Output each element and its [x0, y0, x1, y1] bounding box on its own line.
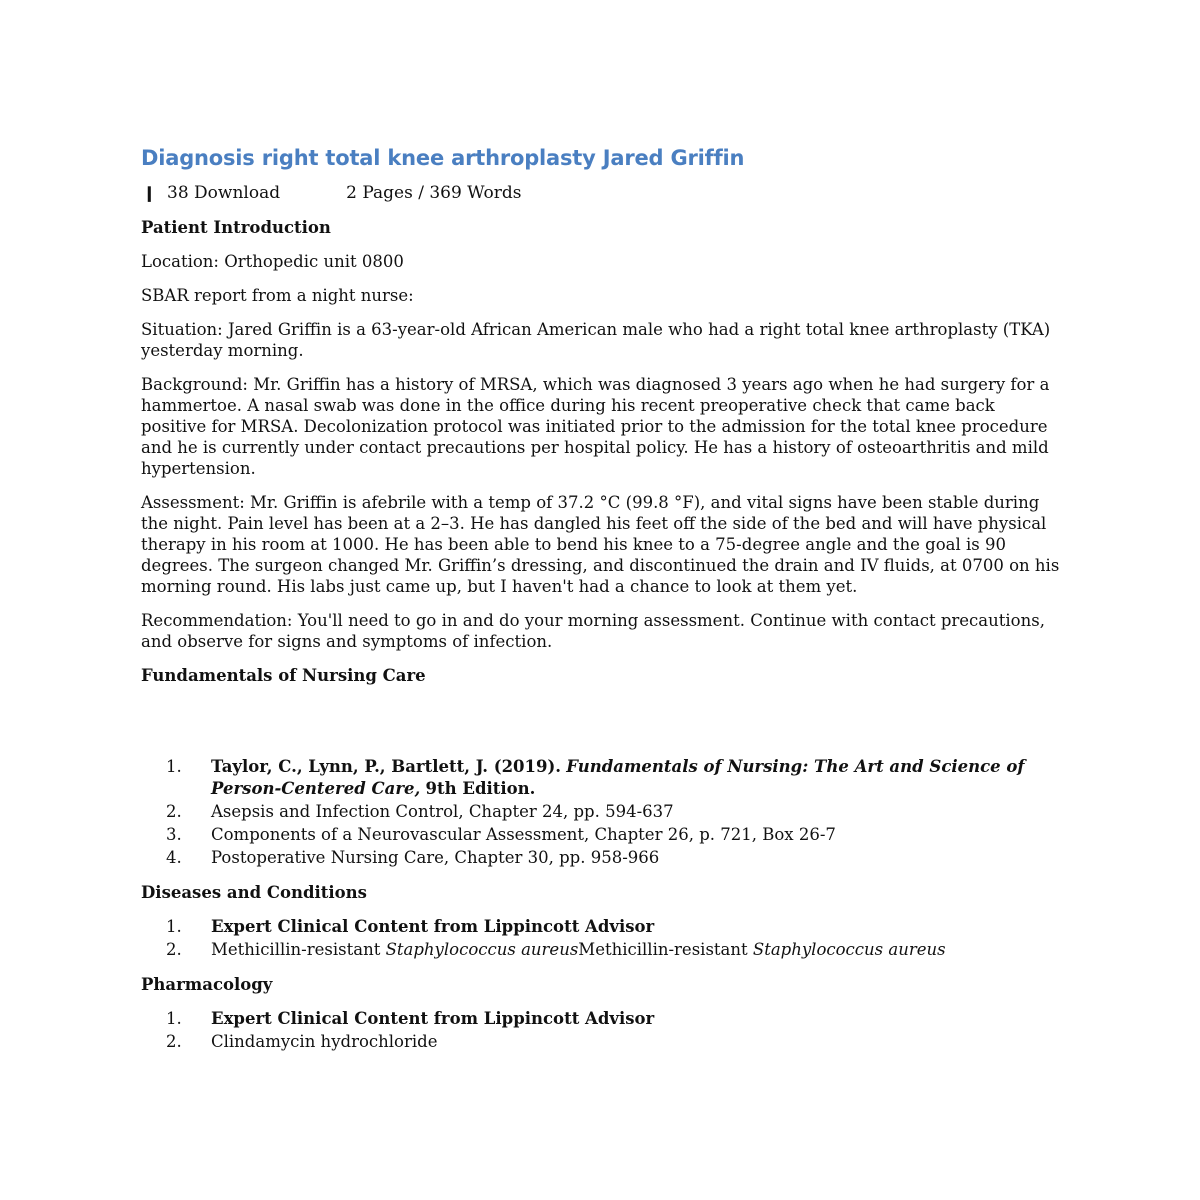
- document-title: Diagnosis right total knee arthroplasty Jared Griffin: [141, 146, 745, 170]
- list-item: [141, 801, 1061, 823]
- list-item-text: Postoperative Nursing Care, Chapter 30, pp. 958-966: [211, 848, 660, 867]
- section-heading-patient-introduction: Patient Introduction: [141, 218, 331, 237]
- list-number: 3.: [166, 825, 182, 844]
- list-item-text: Asepsis and Infection Control, Chapter 24, pp. 594-637: [211, 802, 674, 821]
- list-item-text: Expert Clinical Content from Lippincott Advisor: [211, 1009, 655, 1028]
- organism-name: Staphylococcus aureus: [385, 940, 579, 959]
- document-content: [141, 146, 1061, 1066]
- fundamentals-list: [141, 756, 1061, 869]
- list-item: [141, 939, 1061, 961]
- reference-book-title: Fundamentals of Nursing: The Art and Science of Person-Centered Care,: [211, 757, 1025, 798]
- section-heading-pharmacology: Pharmacology: [141, 975, 273, 994]
- location-text: Location: Orthopedic unit 0800: [141, 252, 404, 271]
- list-number: 2.: [166, 1032, 182, 1051]
- list-number: 1.: [166, 1009, 182, 1028]
- assessment-paragraph: Assessment: Mr. Griffin is afebrile with a temp of 37.2 °C (99.8 °F), and vital signs have been stable during the night. Pain level has been at a 2–3. He has dangled his feet off the side of the bed and will have physical therapy in his room at 1000. He has been able to bend his knee to a 75-degree angle and the goal is 90 degrees. The surgeon changed Mr. Griffin’s dressing, and discontinued the drain and IV fluids, at 0700 on his morning round. His labs just came up, but I haven't had a chance to look at them yet.: [141, 493, 1060, 596]
- list-item: [141, 1008, 1061, 1030]
- diseases-list: [141, 916, 1061, 961]
- list-item-prefix: Methicillin-resistant: [578, 940, 753, 959]
- list-item: [141, 916, 1061, 938]
- section-heading-fundamentals: Fundamentals of Nursing Care: [141, 666, 426, 685]
- list-number: 4.: [166, 848, 182, 867]
- list-item: [141, 756, 1061, 800]
- list-item: [141, 1031, 1061, 1053]
- list-number: 1.: [166, 917, 182, 936]
- background-paragraph: Background: Mr. Griffin has a history of MRSA, which was diagnosed 3 years ago when he had surgery for a hammertoe. A nasal swab was done in the office during his recent preoperative check that came back positive for MRSA. Decolonization protocol was initiated prior to the admission for the total knee procedure and he is currently under contact precautions per hospital policy. He has a history of osteoarthritis and mild hypertension.: [141, 375, 1050, 478]
- document-meta: [141, 183, 1061, 203]
- section-heading-diseases: Diseases and Conditions: [141, 883, 367, 902]
- reference-authors: Taylor, C., Lynn, P., Bartlett, J. (2019).: [211, 757, 562, 776]
- download-icon[interactable]: ❙︎: [143, 184, 156, 202]
- download-count: 38 Download: [167, 183, 281, 203]
- situation-paragraph: Situation: Jared Griffin is a 63-year-old African American male who had a right total knee arthroplasty (TKA) yesterday morning.: [141, 320, 1051, 360]
- recommendation-paragraph: Recommendation: You'll need to go in and do your morning assessment. Continue with contact precautions, and observe for signs and symptoms of infection.: [141, 611, 1045, 651]
- list-item-text: Clindamycin hydrochloride: [211, 1032, 438, 1051]
- list-number: 2.: [166, 940, 182, 959]
- list-number: 1.: [166, 757, 182, 776]
- pharmacology-list: [141, 1008, 1061, 1053]
- reference-edition: 9th Edition.: [425, 779, 536, 798]
- list-number: 2.: [166, 802, 182, 821]
- sbar-intro-text: SBAR report from a night nurse:: [141, 286, 414, 305]
- list-item-prefix: Methicillin-resistant: [211, 940, 386, 959]
- list-item: [141, 847, 1061, 869]
- organism-name: Staphylococcus aureus: [752, 940, 946, 959]
- page-word-count: 2 Pages / 369 Words: [346, 183, 522, 203]
- list-item: [141, 824, 1061, 846]
- list-item-text: Components of a Neurovascular Assessment, Chapter 26, p. 721, Box 26-7: [211, 825, 836, 844]
- list-item-text: Expert Clinical Content from Lippincott Advisor: [211, 917, 655, 936]
